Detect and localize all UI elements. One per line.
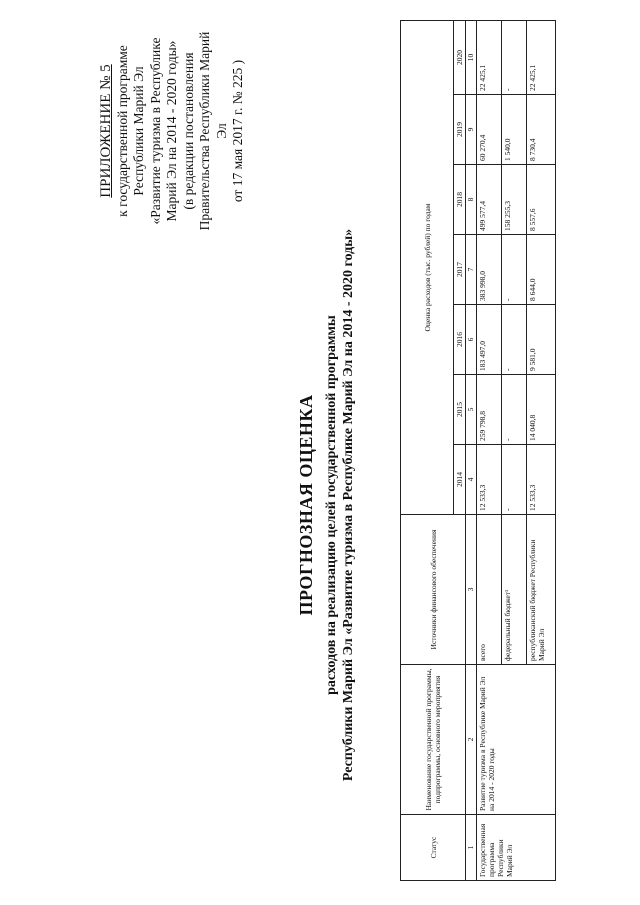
year-header: 2016 — [454, 305, 466, 375]
header-status: Статус — [401, 815, 466, 881]
cell-value: 8 644,0 — [527, 235, 556, 305]
cell-status: Государственная программа Республики Марий Эл — [477, 815, 556, 881]
year-header: 2019 — [454, 95, 466, 165]
appendix-line: от 17 мая 2017 г. № 225 ) — [230, 59, 245, 203]
appendix-line: (в редакции постановления — [180, 52, 196, 210]
table-row — [477, 20, 502, 880]
appendix-line: Марий Эл на 2014 - 2020 годы» — [164, 40, 179, 222]
cell-value: 22 425,1 — [527, 20, 556, 94]
column-number: 9 — [466, 95, 477, 165]
column-number: 10 — [466, 20, 477, 94]
document-title-block — [296, 185, 357, 825]
cell-value: 22 425,1 — [477, 20, 502, 94]
document-subtitle: расходов на реализацию целей государственной программы — [324, 315, 339, 695]
cell-value: 259 798,8 — [477, 375, 502, 445]
column-number: 6 — [466, 305, 477, 375]
year-header: 2020 — [454, 20, 466, 94]
cell-value: 1 540,0 — [502, 95, 527, 165]
appendix-line: Правительства Республики Марий Эл — [197, 31, 229, 231]
appendix-block — [98, 25, 247, 237]
document-title: ПРОГНОЗНАЯ ОЦЕНКА — [296, 394, 316, 616]
column-number: 3 — [466, 515, 477, 665]
appendix-line: «Развитие туризма в Республике — [147, 37, 163, 225]
cell-value: 60 270,4 — [477, 95, 502, 165]
cell-value: - — [502, 235, 527, 305]
cell-source: федеральный бюджет¹ — [502, 515, 527, 665]
header-source: Источники финансового обеспечения — [401, 515, 466, 665]
cell-value: 158 255,3 — [502, 165, 527, 235]
column-number-row — [466, 20, 477, 880]
appendix-line: Республики Марий Эл — [131, 66, 146, 196]
expenditure-table — [400, 20, 556, 881]
cell-value: 12 533,3 — [527, 445, 556, 515]
cell-value: 499 577,4 — [477, 165, 502, 235]
year-header: 2018 — [454, 165, 466, 235]
cell-value: - — [502, 375, 527, 445]
cell-value: - — [502, 305, 527, 375]
cell-value: 14 040,8 — [527, 375, 556, 445]
document-subtitle-program: Республики Марий Эл «Развитие туризма в Республике Марий Эл на 2014 - 2020 годы» — [341, 228, 356, 782]
column-number: 7 — [466, 235, 477, 305]
cell-value: - — [502, 20, 527, 94]
cell-value: 9 581,0 — [527, 305, 556, 375]
column-number: 2 — [466, 665, 477, 815]
header-estimate: Оценка расходов (тыс. рублей) по годам — [401, 20, 454, 514]
table-header-row — [401, 20, 454, 880]
year-header: 2014 — [454, 445, 466, 515]
header-name: Наименование государственной программы, подпрограммы, основного мероприятия — [401, 665, 466, 815]
year-header: 2017 — [454, 235, 466, 305]
column-number: 1 — [466, 815, 477, 881]
cell-value: 8 730,4 — [527, 95, 556, 165]
cell-value: 8 557,6 — [527, 165, 556, 235]
cell-source: республиканский бюджет Республики Марий Эл — [527, 515, 556, 665]
column-number: 5 — [466, 375, 477, 445]
cell-program-name: Развитие туризма в Республике Марий Эл на 2014 - 2020 годы — [477, 665, 556, 815]
appendix-heading: ПРИЛОЖЕНИЕ № 5 — [98, 64, 114, 198]
cell-value: 183 497,0 — [477, 305, 502, 375]
year-header: 2015 — [454, 375, 466, 445]
cell-value: 12 533,3 — [477, 445, 502, 515]
cell-value: 383 998,0 — [477, 235, 502, 305]
column-number: 4 — [466, 445, 477, 515]
column-number: 8 — [466, 165, 477, 235]
cell-source: всего — [477, 515, 502, 665]
cell-value: - — [502, 445, 527, 515]
appendix-line: к государственной программе — [114, 45, 130, 217]
